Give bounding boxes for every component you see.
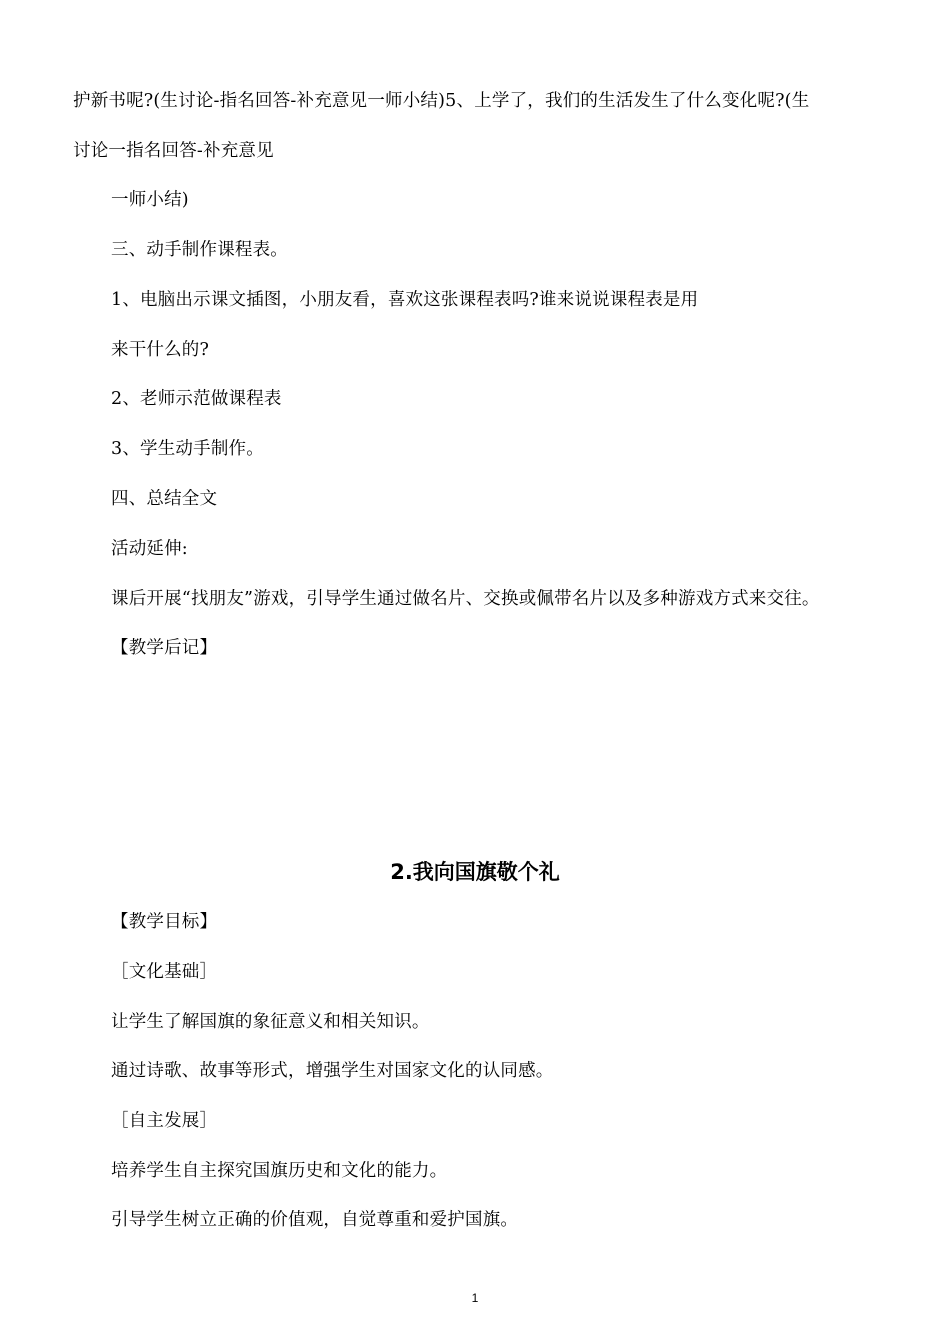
paragraph-line: 3、学生动手制作。	[111, 439, 264, 459]
subsection-heading: ［文化基础］	[111, 962, 218, 982]
subsection-heading: ［自主发展］	[111, 1111, 218, 1131]
paragraph-line: 一师小结)	[111, 190, 189, 210]
section-heading: 四、总结全文	[111, 489, 218, 509]
paragraph-line: 2、老师示范做课程表	[111, 389, 282, 409]
paragraph-line: 护新书呢?(生讨论-指名回答-补充意见一师小结)5、上学了，我们的生活发生了什么变化呢?(生	[73, 91, 810, 111]
paragraph-line: 让学生了解国旗的象征意义和相关知识。	[111, 1012, 430, 1032]
section-heading: 【教学后记】	[111, 638, 218, 658]
paragraph-line: 讨论一指名回答-补充意见	[73, 141, 274, 161]
paragraph-line: 活动延伸:	[111, 539, 188, 559]
paragraph-line: 来干什么的?	[111, 340, 210, 360]
paragraph-line: 通过诗歌、故事等形式，增强学生对国家文化的认同感。	[111, 1061, 554, 1081]
paragraph-line: 课后开展“找朋友”游戏，引导学生通过做名片、交换或佩带名片以及多种游戏方式来交往。	[111, 589, 820, 609]
paragraph-line: 培养学生自主探究国旗历史和文化的能力。	[111, 1161, 448, 1181]
lesson-title: 2.我向国旗敬个礼	[390, 860, 560, 884]
page-number: 1	[471, 1291, 479, 1305]
paragraph-line: 1、电脑出示课文插图，小朋友看，喜欢这张课程表吗?谁来说说课程表是用	[111, 290, 699, 310]
section-heading: 三、动手制作课程表。	[111, 240, 288, 260]
section-heading: 【教学目标】	[111, 912, 218, 932]
paragraph-line: 引导学生树立正确的价值观，自觉尊重和爱护国旗。	[111, 1210, 519, 1230]
